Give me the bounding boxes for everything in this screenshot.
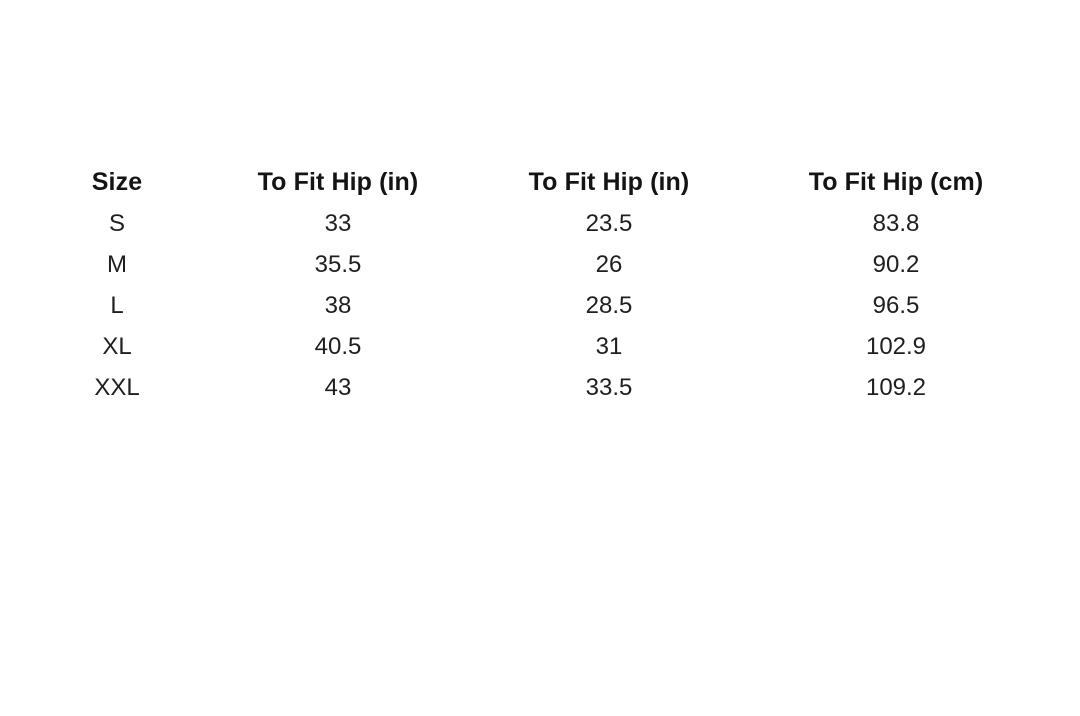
- column-header-hip-in-2: To Fit Hip (in): [528, 168, 690, 196]
- cell-hip-in-2: 26: [595, 251, 623, 278]
- table-row: [32, 244, 1048, 285]
- cell-hip-cm: 102.9: [865, 333, 927, 360]
- cell-size: XL: [102, 333, 132, 360]
- cell-hip-in-2: 33.5: [585, 374, 633, 401]
- cell-hip-cm: 83.8: [872, 210, 920, 237]
- cell-hip-in-1: 40.5: [314, 333, 362, 360]
- cell-hip-cm: 109.2: [865, 374, 927, 401]
- cell-hip-in-2: 31: [595, 333, 623, 360]
- cell-size: S: [108, 210, 125, 237]
- cell-size: L: [110, 292, 124, 319]
- table-row: [32, 367, 1048, 408]
- column-header-hip-cm: To Fit Hip (cm): [808, 168, 984, 196]
- cell-hip-in-2: 28.5: [585, 292, 633, 319]
- table-body: [32, 203, 1048, 408]
- cell-hip-in-1: 38: [324, 292, 352, 319]
- table-row: [32, 285, 1048, 326]
- cell-hip-in-2: 23.5: [585, 210, 633, 237]
- cell-hip-in-1: 35.5: [314, 251, 362, 278]
- column-header-size: Size: [91, 168, 143, 196]
- cell-hip-in-1: 43: [324, 374, 352, 401]
- table-row: [32, 203, 1048, 244]
- table-header-row: [32, 162, 1048, 203]
- size-chart-table: [32, 162, 1048, 408]
- column-header-hip-in-1: To Fit Hip (in): [257, 168, 419, 196]
- cell-hip-cm: 90.2: [872, 251, 920, 278]
- table-row: [32, 326, 1048, 367]
- cell-hip-cm: 96.5: [872, 292, 920, 319]
- cell-hip-in-1: 33: [324, 210, 352, 237]
- cell-size: XXL: [94, 374, 140, 401]
- cell-size: M: [107, 251, 127, 278]
- table-header: [32, 162, 1048, 203]
